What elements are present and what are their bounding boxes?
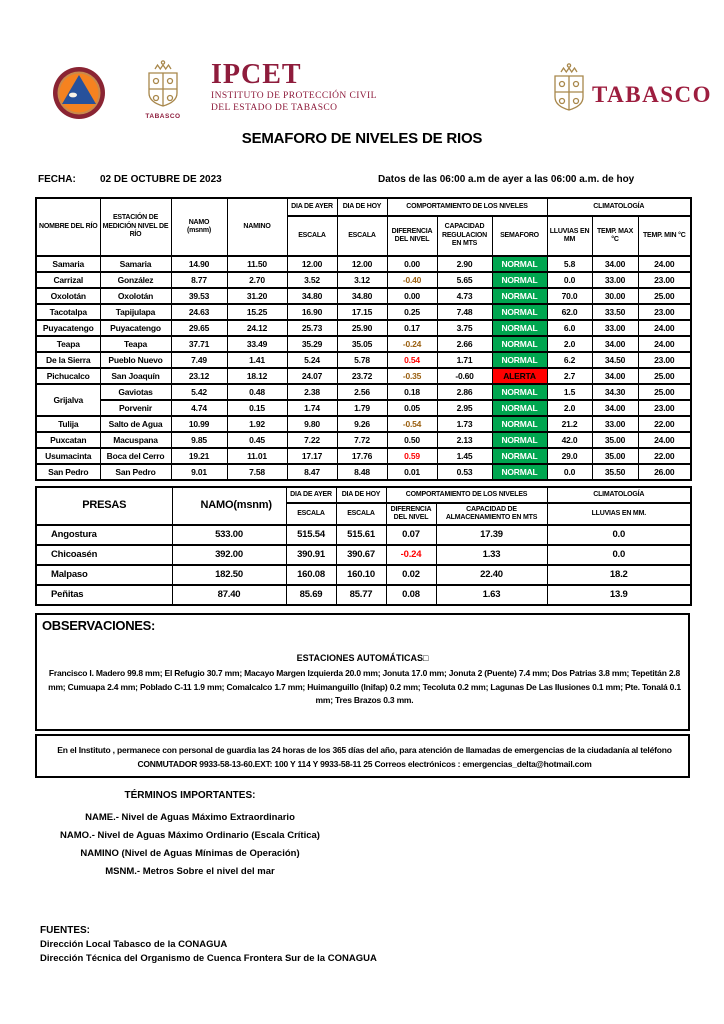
semaforo-cell: NORMAL bbox=[492, 400, 547, 416]
tmin-cell: 25.00 bbox=[638, 384, 691, 400]
hoy-cell: 34.80 bbox=[337, 288, 387, 304]
ayer-cell: 85.69 bbox=[286, 585, 336, 605]
dif-cell: 0.05 bbox=[387, 400, 437, 416]
tmax-cell: 34.00 bbox=[592, 256, 638, 272]
name-cell: Peñitas bbox=[36, 585, 172, 605]
col-header-escala-hoy: ESCALA bbox=[337, 216, 387, 256]
col-header-presas-lluvias: LLUVIAS EN MM. bbox=[547, 503, 691, 525]
namo-cell: 14.90 bbox=[171, 256, 227, 272]
presa-row bbox=[36, 585, 691, 605]
dif-cell: 0.07 bbox=[386, 525, 436, 545]
river-cell: Grijalva bbox=[36, 384, 100, 416]
namino-cell: 0.15 bbox=[227, 400, 287, 416]
fecha-label: FECHA: bbox=[38, 174, 76, 185]
cap-cell: 3.75 bbox=[437, 320, 492, 336]
lluvias-cell: 2.7 bbox=[547, 368, 592, 384]
tmin-cell: 22.00 bbox=[638, 448, 691, 464]
terminos-title: TÉRMINOS IMPORTANTES: bbox=[124, 790, 256, 801]
station-cell: Teapa bbox=[100, 336, 171, 352]
lluvias-cell: 21.2 bbox=[547, 416, 592, 432]
cap-cell: 2.90 bbox=[437, 256, 492, 272]
station-cell: Macuspana bbox=[100, 432, 171, 448]
hoy-cell: 515.61 bbox=[336, 525, 386, 545]
river-row bbox=[36, 336, 691, 352]
lluvias-cell: 70.0 bbox=[547, 288, 592, 304]
ayer-cell: 9.80 bbox=[287, 416, 337, 432]
river-row bbox=[36, 272, 691, 288]
tmax-cell: 35.00 bbox=[592, 432, 638, 448]
namino-cell: 0.45 bbox=[227, 432, 287, 448]
hoy-cell: 160.10 bbox=[336, 565, 386, 585]
namino-cell: 33.49 bbox=[227, 336, 287, 352]
tmax-cell: 33.00 bbox=[592, 416, 638, 432]
cap-cell: 5.65 bbox=[437, 272, 492, 288]
namo-cell: 392.00 bbox=[172, 545, 286, 565]
dif-cell: 0.17 bbox=[387, 320, 437, 336]
presas-table-body bbox=[36, 525, 691, 605]
lluvias-cell: 0.0 bbox=[547, 464, 592, 480]
proteccion-civil-seal-icon bbox=[52, 66, 106, 120]
river-cell: San Pedro bbox=[36, 464, 100, 480]
dif-cell: 0.59 bbox=[387, 448, 437, 464]
station-cell: Puyacatengo bbox=[100, 320, 171, 336]
col-header-presas-namo bbox=[172, 487, 286, 525]
dif-cell: 0.54 bbox=[387, 352, 437, 368]
presas-namo-unit: (msnm) bbox=[233, 499, 272, 512]
cap-cell: 0.53 bbox=[437, 464, 492, 480]
namo-cell: 10.99 bbox=[171, 416, 227, 432]
rivers-levels-table bbox=[35, 197, 692, 481]
ayer-cell: 515.54 bbox=[286, 525, 336, 545]
tabasco-crest-right-icon bbox=[548, 62, 590, 114]
instituto-note-line2: CONMUTADOR 9933-58-13-60.EXT: 100 Y 114 Y 9933-58-11 25 Correos electrónicos : emergencias_delta@hotmail.com bbox=[137, 759, 592, 769]
river-cell: Teapa bbox=[36, 336, 100, 352]
semaforo-cell: NORMAL bbox=[492, 464, 547, 480]
lluvias-cell: 18.2 bbox=[547, 565, 691, 585]
col-group-presas-climatologia: CLIMATOLOGÍA bbox=[547, 487, 691, 503]
namo-cell: 533.00 bbox=[172, 525, 286, 545]
namino-cell: 15.25 bbox=[227, 304, 287, 320]
semaforo-cell: NORMAL bbox=[492, 272, 547, 288]
dif-cell: -0.35 bbox=[387, 368, 437, 384]
cap-cell: 2.13 bbox=[437, 432, 492, 448]
col-header-namo bbox=[171, 198, 227, 256]
page-title: SEMAFORO DE NIVELES DE RIOS bbox=[241, 130, 483, 147]
tmin-cell: 25.00 bbox=[638, 368, 691, 384]
col-header-presas-ayer: DIA DE AYER bbox=[286, 487, 336, 503]
ayer-cell: 16.90 bbox=[287, 304, 337, 320]
instituto-note-box bbox=[35, 734, 690, 778]
tmin-cell: 24.00 bbox=[638, 320, 691, 336]
tmax-cell: 35.00 bbox=[592, 448, 638, 464]
river-cell: Puyacatengo bbox=[36, 320, 100, 336]
namo-cell: 23.12 bbox=[171, 368, 227, 384]
ipcet-wordmark-block bbox=[211, 60, 377, 114]
namo-cell: 9.01 bbox=[171, 464, 227, 480]
namo-cell: 4.74 bbox=[171, 400, 227, 416]
instituto-note-text bbox=[45, 743, 684, 771]
tmin-cell: 23.00 bbox=[638, 272, 691, 288]
namino-cell: 1.92 bbox=[227, 416, 287, 432]
namino-cell: 18.12 bbox=[227, 368, 287, 384]
semaforo-cell: NORMAL bbox=[492, 352, 547, 368]
col-header-tempmin: TEMP. MIN °C bbox=[638, 216, 691, 256]
river-cell: Tulija bbox=[36, 416, 100, 432]
ipcet-subtitle-2: DEL ESTADO DE TABASCO bbox=[211, 103, 338, 113]
tabasco-crest-left bbox=[139, 60, 187, 120]
col-header-station: ESTACIÓN DE MEDICIÓN NIVEL DE RÍO bbox=[100, 198, 171, 256]
lluvias-cell: 5.8 bbox=[547, 256, 592, 272]
hoy-cell: 85.77 bbox=[336, 585, 386, 605]
river-row bbox=[36, 384, 691, 400]
col-header-river: NOMBRE DEL RÍO bbox=[36, 198, 100, 256]
tmin-cell: 24.00 bbox=[638, 432, 691, 448]
fuente-line1: Dirección Local Tabasco de la CONAGUA bbox=[40, 939, 228, 950]
ayer-cell: 34.80 bbox=[287, 288, 337, 304]
hoy-cell: 2.56 bbox=[337, 384, 387, 400]
station-cell: Salto de Agua bbox=[100, 416, 171, 432]
presa-row bbox=[36, 565, 691, 585]
presas-namo-label: NAMO bbox=[200, 499, 234, 512]
semaforo-cell: NORMAL bbox=[492, 320, 547, 336]
river-row bbox=[36, 320, 691, 336]
tmin-cell: 23.00 bbox=[638, 304, 691, 320]
col-header-presas: PRESAS bbox=[36, 487, 172, 525]
ayer-cell: 17.17 bbox=[287, 448, 337, 464]
semaforo-cell: NORMAL bbox=[492, 416, 547, 432]
lluvias-cell: 6.2 bbox=[547, 352, 592, 368]
cap-cell: 7.48 bbox=[437, 304, 492, 320]
hoy-cell: 7.72 bbox=[337, 432, 387, 448]
hoy-cell: 23.72 bbox=[337, 368, 387, 384]
hoy-cell: 9.26 bbox=[337, 416, 387, 432]
namino-cell: 24.12 bbox=[227, 320, 287, 336]
ayer-cell: 5.24 bbox=[287, 352, 337, 368]
ayer-cell: 12.00 bbox=[287, 256, 337, 272]
hoy-cell: 390.67 bbox=[336, 545, 386, 565]
dif-cell: 0.00 bbox=[387, 288, 437, 304]
hoy-cell: 25.90 bbox=[337, 320, 387, 336]
tabasco-wordmark: TABASCO bbox=[592, 82, 712, 107]
tmin-cell: 22.00 bbox=[638, 416, 691, 432]
crest-caption: TABASCO bbox=[145, 113, 181, 120]
tmax-cell: 34.30 bbox=[592, 384, 638, 400]
col-group-comportamiento: COMPORTAMIENTO DE LOS NIVELES bbox=[387, 198, 547, 216]
river-cell: Pichucalco bbox=[36, 368, 100, 384]
ipcet-subtitle-1: INSTITUTO DE PROTECCIÓN CIVIL bbox=[211, 91, 377, 101]
dif-cell: -0.24 bbox=[386, 545, 436, 565]
river-cell: Usumacinta bbox=[36, 448, 100, 464]
fecha-value: 02 DE OCTUBRE DE 2023 bbox=[100, 174, 222, 185]
fuentes-block bbox=[40, 924, 377, 966]
ayer-cell: 25.73 bbox=[287, 320, 337, 336]
col-header-tempmax: TEMP. MAX °C bbox=[592, 216, 638, 256]
lluvias-cell: 62.0 bbox=[547, 304, 592, 320]
tmax-cell: 33.00 bbox=[592, 272, 638, 288]
termino-msnm: MSNM.- Metros Sobre el nivel del mar bbox=[105, 866, 275, 877]
cap-cell: 22.40 bbox=[436, 565, 547, 585]
namino-cell: 31.20 bbox=[227, 288, 287, 304]
observaciones-title: OBSERVACIONES: bbox=[42, 618, 156, 633]
termino-namino: NAMINO (Nivel de Aguas Mínimas de Operación) bbox=[80, 848, 300, 859]
namo-label: NAMO bbox=[188, 218, 210, 226]
cap-cell: 1.33 bbox=[436, 545, 547, 565]
namo-cell: 24.63 bbox=[171, 304, 227, 320]
cap-cell: 2.66 bbox=[437, 336, 492, 352]
data-range-note: Datos de las 06:00 a.m de ayer a las 06:00 a.m. de hoy bbox=[378, 174, 635, 185]
hoy-cell: 5.78 bbox=[337, 352, 387, 368]
lluvias-cell: 29.0 bbox=[547, 448, 592, 464]
station-cell: Samaria bbox=[100, 256, 171, 272]
station-cell: González bbox=[100, 272, 171, 288]
tmax-cell: 33.50 bbox=[592, 304, 638, 320]
hoy-cell: 17.76 bbox=[337, 448, 387, 464]
river-row bbox=[36, 448, 691, 464]
col-header-presas-capacidad: CAPACIDAD DE ALMACENAMIENTO EN MTS bbox=[436, 503, 547, 525]
namo-cell: 39.53 bbox=[171, 288, 227, 304]
namo-cell: 5.42 bbox=[171, 384, 227, 400]
namo-unit: (msnm) bbox=[186, 227, 212, 234]
lluvias-cell: 0.0 bbox=[547, 525, 691, 545]
fuentes-title: FUENTES: bbox=[40, 925, 90, 936]
observaciones-box bbox=[35, 613, 690, 731]
river-cell: De la Sierra bbox=[36, 352, 100, 368]
semaforo-cell: NORMAL bbox=[492, 304, 547, 320]
river-cell: Tacotalpa bbox=[36, 304, 100, 320]
dif-cell: 0.50 bbox=[387, 432, 437, 448]
namo-cell: 8.77 bbox=[171, 272, 227, 288]
river-cell: Carrizal bbox=[36, 272, 100, 288]
lluvias-cell: 2.0 bbox=[547, 400, 592, 416]
hoy-cell: 1.79 bbox=[337, 400, 387, 416]
river-row bbox=[36, 416, 691, 432]
estaciones-automaticas-text: Francisco I. Madero 99.8 mm; El Refugio 30.7 mm; Macayo Margen Izquierda 20.0 mm; Jonuta 17.0 mm; Jonuta 2 (Puente) 7.4 mm; Dos Patrias 3.8 mm; Tepetitán 2.8 mm; Cumuapa 2.4 mm; Poblado C-11 1.9 mm; Comalcalco 1.7 mm; Huimanguillo (Inifap) 0.2 mm; Tecoluta 0.2 mm; Lagunas De Las Ilusiones 0.1 mm; Pte. Tonalá 0.1 mm; Tres Brazos 0.3 mm. bbox=[48, 668, 681, 705]
namo-cell: 9.85 bbox=[171, 432, 227, 448]
station-cell: San Pedro bbox=[100, 464, 171, 480]
ayer-cell: 2.38 bbox=[287, 384, 337, 400]
namino-cell: 11.50 bbox=[227, 256, 287, 272]
termino-namo: NAMO.- Nivel de Aguas Máximo Ordinario (Escala Crítica) bbox=[60, 830, 320, 841]
hoy-cell: 12.00 bbox=[337, 256, 387, 272]
station-cell: Oxolotán bbox=[100, 288, 171, 304]
presas-table-header bbox=[36, 487, 691, 525]
river-row bbox=[36, 352, 691, 368]
tmin-cell: 25.00 bbox=[638, 288, 691, 304]
col-group-climatologia: CLIMATOLOGÍA bbox=[547, 198, 691, 216]
ayer-cell: 35.29 bbox=[287, 336, 337, 352]
termino-name: NAME.- Nivel de Aguas Máximo Extraordinario bbox=[85, 812, 295, 823]
hoy-cell: 3.12 bbox=[337, 272, 387, 288]
river-row bbox=[36, 400, 691, 416]
semaforo-cell: NORMAL bbox=[492, 448, 547, 464]
station-cell: Pueblo Nuevo bbox=[100, 352, 171, 368]
tmax-cell: 30.00 bbox=[592, 288, 638, 304]
tabasco-crest-icon bbox=[142, 60, 184, 110]
hoy-cell: 35.05 bbox=[337, 336, 387, 352]
hoy-cell: 8.48 bbox=[337, 464, 387, 480]
namo-cell: 7.49 bbox=[171, 352, 227, 368]
station-cell: Gaviotas bbox=[100, 384, 171, 400]
river-row bbox=[36, 368, 691, 384]
namo-cell: 87.40 bbox=[172, 585, 286, 605]
river-cell: Puxcatan bbox=[36, 432, 100, 448]
cap-cell: -0.60 bbox=[437, 368, 492, 384]
lluvias-cell: 42.0 bbox=[547, 432, 592, 448]
station-cell: San Joaquín bbox=[100, 368, 171, 384]
tmin-cell: 23.00 bbox=[638, 352, 691, 368]
dif-cell: -0.40 bbox=[387, 272, 437, 288]
semaforo-cell: NORMAL bbox=[492, 336, 547, 352]
instituto-note-line1: En el Instituto , permanece con personal de guardia las 24 horas de los 365 días del año, para atención de llamadas de emergencias de la ciudadanía al teléfono bbox=[57, 745, 672, 755]
dif-cell: 0.01 bbox=[387, 464, 437, 480]
col-header-diferencia: DIFERENCIA DEL NIVEL bbox=[387, 216, 437, 256]
col-group-presas-comportamiento: COMPORTAMIENTO DE LOS NIVELES bbox=[386, 487, 547, 503]
presa-row bbox=[36, 545, 691, 565]
col-header-capacidad: CAPACIDAD REGULACION EN MTS bbox=[437, 216, 492, 256]
lluvias-cell: 6.0 bbox=[547, 320, 592, 336]
semaforo-cell: ALERTA bbox=[492, 368, 547, 384]
rivers-table-body bbox=[36, 256, 691, 480]
semaforo-cell: NORMAL bbox=[492, 256, 547, 272]
dif-cell: 0.25 bbox=[387, 304, 437, 320]
col-header-ayer: DIA DE AYER bbox=[287, 198, 337, 216]
col-header-lluvias: LLUVIAS EN MM bbox=[547, 216, 592, 256]
lluvias-cell: 1.5 bbox=[547, 384, 592, 400]
terminos-importantes bbox=[0, 790, 380, 881]
lluvias-cell: 0.0 bbox=[547, 272, 592, 288]
ayer-cell: 24.07 bbox=[287, 368, 337, 384]
col-header-presas-hoy: DIA DE HOY bbox=[336, 487, 386, 503]
tmin-cell: 24.00 bbox=[638, 256, 691, 272]
tmax-cell: 34.00 bbox=[592, 400, 638, 416]
river-cell: Samaria bbox=[36, 256, 100, 272]
col-header-namino: NAMINO bbox=[227, 198, 287, 256]
ipcet-acronym: IPCET bbox=[211, 59, 302, 90]
tmin-cell: 24.00 bbox=[638, 336, 691, 352]
name-cell: Malpaso bbox=[36, 565, 172, 585]
presa-row bbox=[36, 525, 691, 545]
estaciones-automaticas-heading: ESTACIONES AUTOMÁTICAS□ bbox=[296, 653, 429, 663]
semaforo-cell: NORMAL bbox=[492, 432, 547, 448]
hoy-cell: 17.15 bbox=[337, 304, 387, 320]
rivers-table-header bbox=[36, 198, 691, 256]
river-row bbox=[36, 432, 691, 448]
dif-cell: -0.24 bbox=[387, 336, 437, 352]
tmax-cell: 35.50 bbox=[592, 464, 638, 480]
name-cell: Angostura bbox=[36, 525, 172, 545]
namino-cell: 2.70 bbox=[227, 272, 287, 288]
col-header-escala-ayer: ESCALA bbox=[287, 216, 337, 256]
river-row bbox=[36, 256, 691, 272]
namino-cell: 0.48 bbox=[227, 384, 287, 400]
dif-cell: -0.54 bbox=[387, 416, 437, 432]
cap-cell: 1.71 bbox=[437, 352, 492, 368]
cap-cell: 17.39 bbox=[436, 525, 547, 545]
dif-cell: 0.18 bbox=[387, 384, 437, 400]
cap-cell: 1.63 bbox=[436, 585, 547, 605]
lluvias-cell: 13.9 bbox=[547, 585, 691, 605]
cap-cell: 1.73 bbox=[437, 416, 492, 432]
namino-cell: 7.58 bbox=[227, 464, 287, 480]
col-header-presas-escala-hoy: ESCALA bbox=[336, 503, 386, 525]
semaforo-cell: NORMAL bbox=[492, 384, 547, 400]
tmax-cell: 34.00 bbox=[592, 368, 638, 384]
dif-cell: 0.02 bbox=[386, 565, 436, 585]
namo-cell: 182.50 bbox=[172, 565, 286, 585]
ayer-cell: 160.08 bbox=[286, 565, 336, 585]
semaforo-cell: NORMAL bbox=[492, 288, 547, 304]
cap-cell: 1.45 bbox=[437, 448, 492, 464]
tmax-cell: 33.00 bbox=[592, 320, 638, 336]
river-row bbox=[36, 464, 691, 480]
ayer-cell: 390.91 bbox=[286, 545, 336, 565]
lluvias-cell: 0.0 bbox=[547, 545, 691, 565]
cap-cell: 2.95 bbox=[437, 400, 492, 416]
ayer-cell: 8.47 bbox=[287, 464, 337, 480]
fuente-line2: Dirección Técnica del Organismo de Cuenca Frontera Sur de la CONAGUA bbox=[40, 953, 377, 964]
namo-cell: 29.65 bbox=[171, 320, 227, 336]
tmax-cell: 34.50 bbox=[592, 352, 638, 368]
tmin-cell: 26.00 bbox=[638, 464, 691, 480]
col-header-presas-diferencia: DIFERENCIA DEL NIVEL bbox=[386, 503, 436, 525]
river-cell: Oxolotán bbox=[36, 288, 100, 304]
dif-cell: 0.00 bbox=[387, 256, 437, 272]
ayer-cell: 7.22 bbox=[287, 432, 337, 448]
namino-cell: 11.01 bbox=[227, 448, 287, 464]
namino-cell: 1.41 bbox=[227, 352, 287, 368]
station-cell: Boca del Cerro bbox=[100, 448, 171, 464]
cap-cell: 4.73 bbox=[437, 288, 492, 304]
river-row bbox=[36, 288, 691, 304]
river-row bbox=[36, 304, 691, 320]
ayer-cell: 3.52 bbox=[287, 272, 337, 288]
station-cell: Porvenir bbox=[100, 400, 171, 416]
station-cell: Tapijulapa bbox=[100, 304, 171, 320]
lluvias-cell: 2.0 bbox=[547, 336, 592, 352]
namo-cell: 37.71 bbox=[171, 336, 227, 352]
namo-cell: 19.21 bbox=[171, 448, 227, 464]
dif-cell: 0.08 bbox=[386, 585, 436, 605]
col-header-presas-escala-ayer: ESCALA bbox=[286, 503, 336, 525]
name-cell: Chicoasén bbox=[36, 545, 172, 565]
ayer-cell: 1.74 bbox=[287, 400, 337, 416]
col-header-semaforo: SEMAFORO bbox=[492, 216, 547, 256]
tmin-cell: 23.00 bbox=[638, 400, 691, 416]
cap-cell: 2.86 bbox=[437, 384, 492, 400]
presas-levels-table bbox=[35, 486, 692, 606]
col-header-hoy: DIA DE HOY bbox=[337, 198, 387, 216]
tmax-cell: 34.00 bbox=[592, 336, 638, 352]
